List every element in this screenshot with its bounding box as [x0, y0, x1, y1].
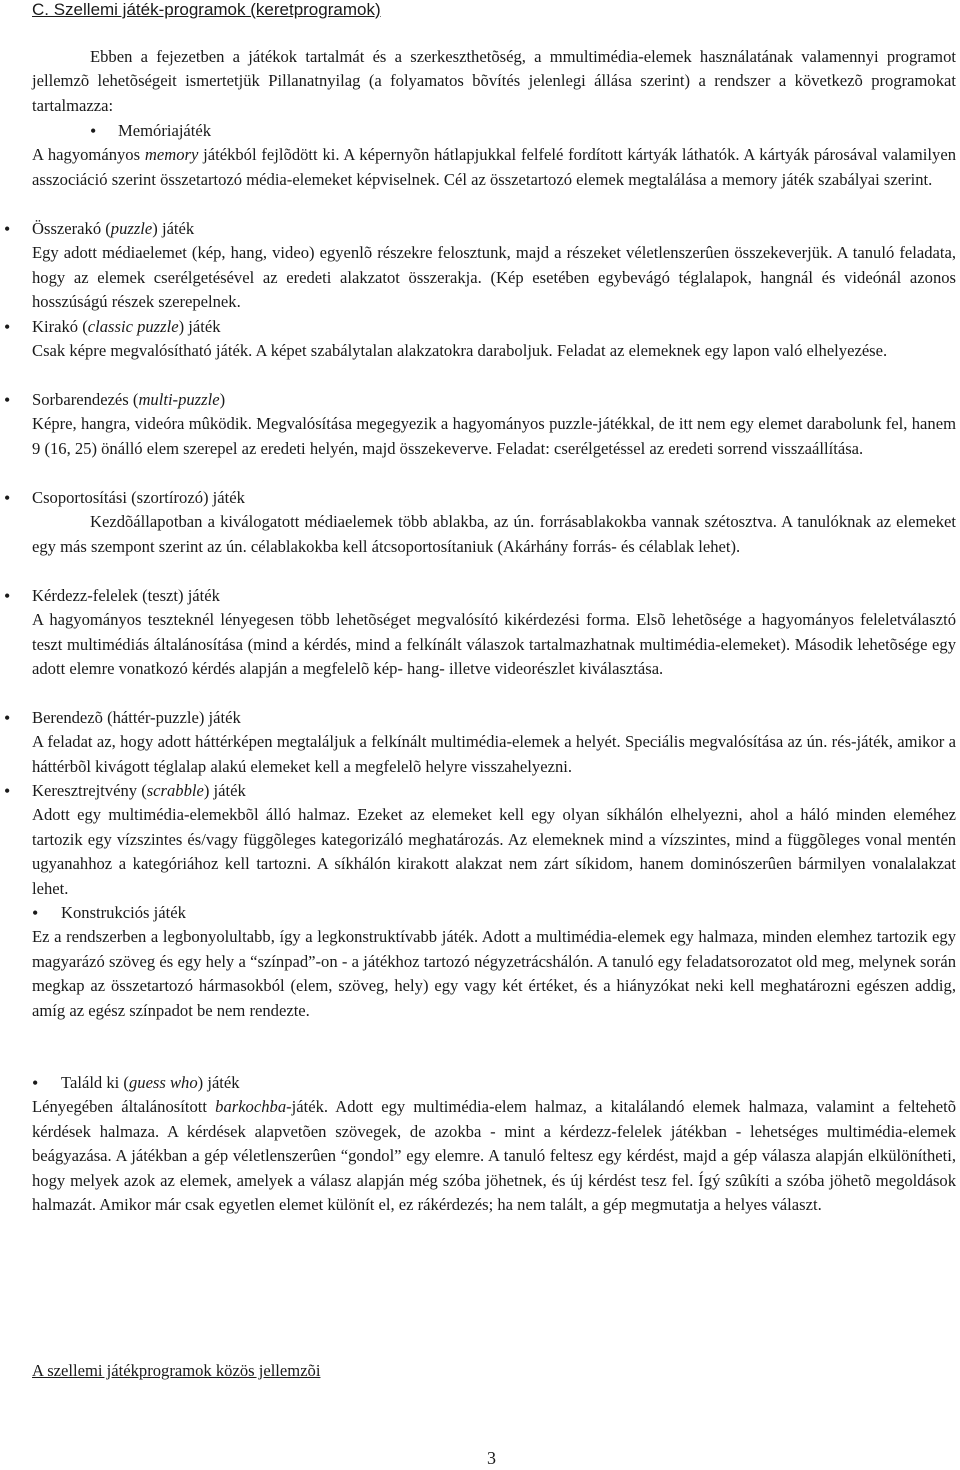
item-title: Keresztrejtvény (scrabble) játék	[32, 781, 246, 800]
bullet-icon: •	[4, 586, 11, 606]
item-title: Sorbarendezés (multi-puzzle)	[32, 390, 226, 409]
bullet-icon: •	[4, 219, 11, 239]
bullet-icon: •	[4, 317, 11, 337]
item-title-row	[4, 706, 956, 730]
item-title-row	[4, 388, 956, 412]
bullet-icon: •	[4, 781, 11, 801]
intro-paragraph: Ebben a fejezetben a játékok tartalmát és a szerkeszthetõség, a mmultimédia-elemek használatának valamennyi programot jellemzõ lehetõségeit ismertetjük Pillanatnyilag (a folyamatos bõvítés jelenlegi állása szerint) a rendszer a következõ programokat tartalmazza:	[32, 47, 956, 115]
bullet-icon: •	[4, 488, 11, 508]
item-title-row	[4, 217, 956, 241]
item-berendezo	[4, 706, 956, 779]
bullet-icon: •	[4, 390, 11, 410]
item-description: Ez a rendszerben a legbonyolultabb, így a legkonstruktívabb játék. Adott a multimédia-elemek egy halmaza, minden elemhez tartozik egy magyarázó szöveg és egy hely a “színpad”-on - a játékhoz tartozó négyzetrácshálón. A tanuló egy feladatsorozatot old meg, melynek során megkap az összetartozó hármasokból (elem, szöveg, hely) egy vagy két értéket, és a hiányzókat neki kell meghatározni egészen addig, amíg az egész színpadot be nem rendezte.	[32, 927, 956, 1020]
intro-block	[32, 45, 956, 118]
item-title-row	[32, 1071, 956, 1095]
item-description: Egy adott médiaelemet (kép, hang, video) egyenlõ részekre felosztunk, majd a részeket véletlenszerûen összekeverjük. A tanuló feladata, hogy az elemek cserélgetésével az eredeti alakzatot összerakja. (Kép esetében egybevágó téglalapok, hangnál és videónál azonos hosszúságú részek szerepelnek.	[32, 243, 956, 312]
item-kirako	[4, 315, 956, 364]
item-title: Összerakó (puzzle) játék	[32, 219, 195, 238]
item-description: Képre, hangra, videóra mûködik. Megvalósítása megegyezik a hagyományos puzzle-játékkal, de itt nem egy elemet darabolunk fel, hanem 9 (16, 25) önálló elem szerepel az eredeti helyén, majd összekeverve. Feladat: cserélgetéssel az eredeti sorrend visszaállítása.	[32, 414, 956, 458]
item-talald	[32, 1071, 956, 1217]
item-title-row	[4, 779, 956, 803]
item-description: Csak képre megvalósítható játék. A képet szabálytalan alakzatokra daraboljuk. Feladat az elemeknek egy lapon való elhelyezése.	[32, 341, 888, 361]
item-description: Adott egy multimédia-elemekbõl álló halmaz. Ezeket az elemeket kell egy olyan síkhálón elhelyezni, ahol a háló minden eleméhez tartozik egy vízszintes és/vagy függõleges kategorizáló meghatározás. Az elemeknek mind a vízszintes, mind a függõleges vonal mentén ugyanahhoz a kategóriához kell tartozni. A síkhálón kirakott alakzat nem zárt síkidom, hanem dominószerûen bármilyen vonalalakzat lehet.	[32, 805, 956, 898]
item-description: A feladat az, hogy adott háttérképen megtaláljuk a felkínált multimédia-elemek a helyét. Speciális megvalósítása az ún. rés-játék, amikor a háttérbõl kivágott téglalap alakú elemeket kell a megfelelõ helyre visszahelyezni.	[32, 732, 956, 776]
bullet-icon: •	[90, 121, 97, 141]
section-link[interactable]: A szellemi játékprogramok közös jellemzõi	[32, 1361, 321, 1380]
item-title: Berendezõ (háttér-puzzle) játék	[32, 708, 241, 727]
item-title-row	[4, 584, 956, 608]
item-description: A hagyományos teszteknél lényegesen több lehetõséget megvalósító kikérdezési forma. Elsõ lehetõsége a hagyományos feleletválasztó teszt multimédiás általánosítása (mind a kérdés, mind a felkínált válaszok tartalmazhatnak multimédia-elemeket). Második lehetõsége egy adott elemre vonatkozó kérdés alapján a megfelelõ kép- hang- illetve videorészlet kiválasztása.	[32, 610, 956, 679]
item-title-row	[32, 901, 956, 925]
item-title: Konstrukciós játék	[61, 903, 186, 922]
bullet-icon: •	[32, 903, 39, 923]
item-title: Kirakó (classic puzzle) játék	[32, 317, 221, 336]
item-title-row	[4, 315, 956, 339]
item-title-row	[4, 486, 956, 510]
section-title: C. Szellemi játék-programok (keretprogramok)	[32, 0, 381, 19]
bullet-icon: •	[4, 708, 11, 728]
item-kerdezz	[4, 584, 956, 682]
item-osszerako	[4, 217, 956, 315]
item-title: Kérdezz-felelek (teszt) játék	[32, 586, 220, 605]
page-number: 3	[487, 1448, 496, 1468]
item-memoria	[32, 119, 956, 192]
item-title-row	[32, 119, 956, 143]
item-description: Lényegében általánosított barkochba-játék. Adott egy multimédia-elem halmaz, a kitalálandó elemek halmaza, valamint a feltehetõ kérdések halmaza. A kérdések alapvetõen szövegek, de azokba - mint a kérdezz-felelek játékban - lehetséges multimédia-elemek beágyazása. A játékban a gép véletlenszerûen “gondol” egy elemre. A tanuló feltesz egy kérdést, majd a gép válasza alapján elkülönítheti, hogy melyek azok az elemek, amelyek a válasz alapján még szóba jöhetnek, és új kérdést tesz fel. Ígý szûkíti a szóba jöhetõ megoldások halmazát. Amikor már csak egyetlen elemet különít el, ez rákérdezés; ha nem talált, a gép megmutatja a helyes választ.	[32, 1097, 957, 1215]
item-keresztrejtveny	[4, 779, 956, 901]
item-title: Csoportosítási (szortírozó) játék	[32, 488, 245, 507]
item-sorbarendezes	[4, 388, 956, 461]
item-description: Kezdõállapotban a kiválogatott médiaelemek több ablakba, az ún. forrásablakokba vannak szétosztva. A tanulóknak az elemeket egy más szempont szerint az ún. célablakokba kell átcsoportosítaniuk (Akárhány forrás- és célablak lehet).	[32, 512, 956, 556]
item-csoportositasi	[4, 486, 956, 559]
item-title: Találd ki (guess who) játék	[61, 1073, 240, 1092]
item-konstrukcios	[32, 901, 956, 1023]
item-title: Memóriajáték	[118, 121, 212, 140]
item-description: A hagyományos memory játékból fejlõdött ki. A képernyõn hátlapjukkal felfelé fordított kártyák láthatók. A kártyák párosával valamilyen asszociáció szerint összetartozó média-elemeket képviselnek. Cél az összetartozó elemek megtalálása a memory játék szabályai szerint.	[32, 145, 956, 189]
bullet-icon: •	[32, 1073, 39, 1093]
